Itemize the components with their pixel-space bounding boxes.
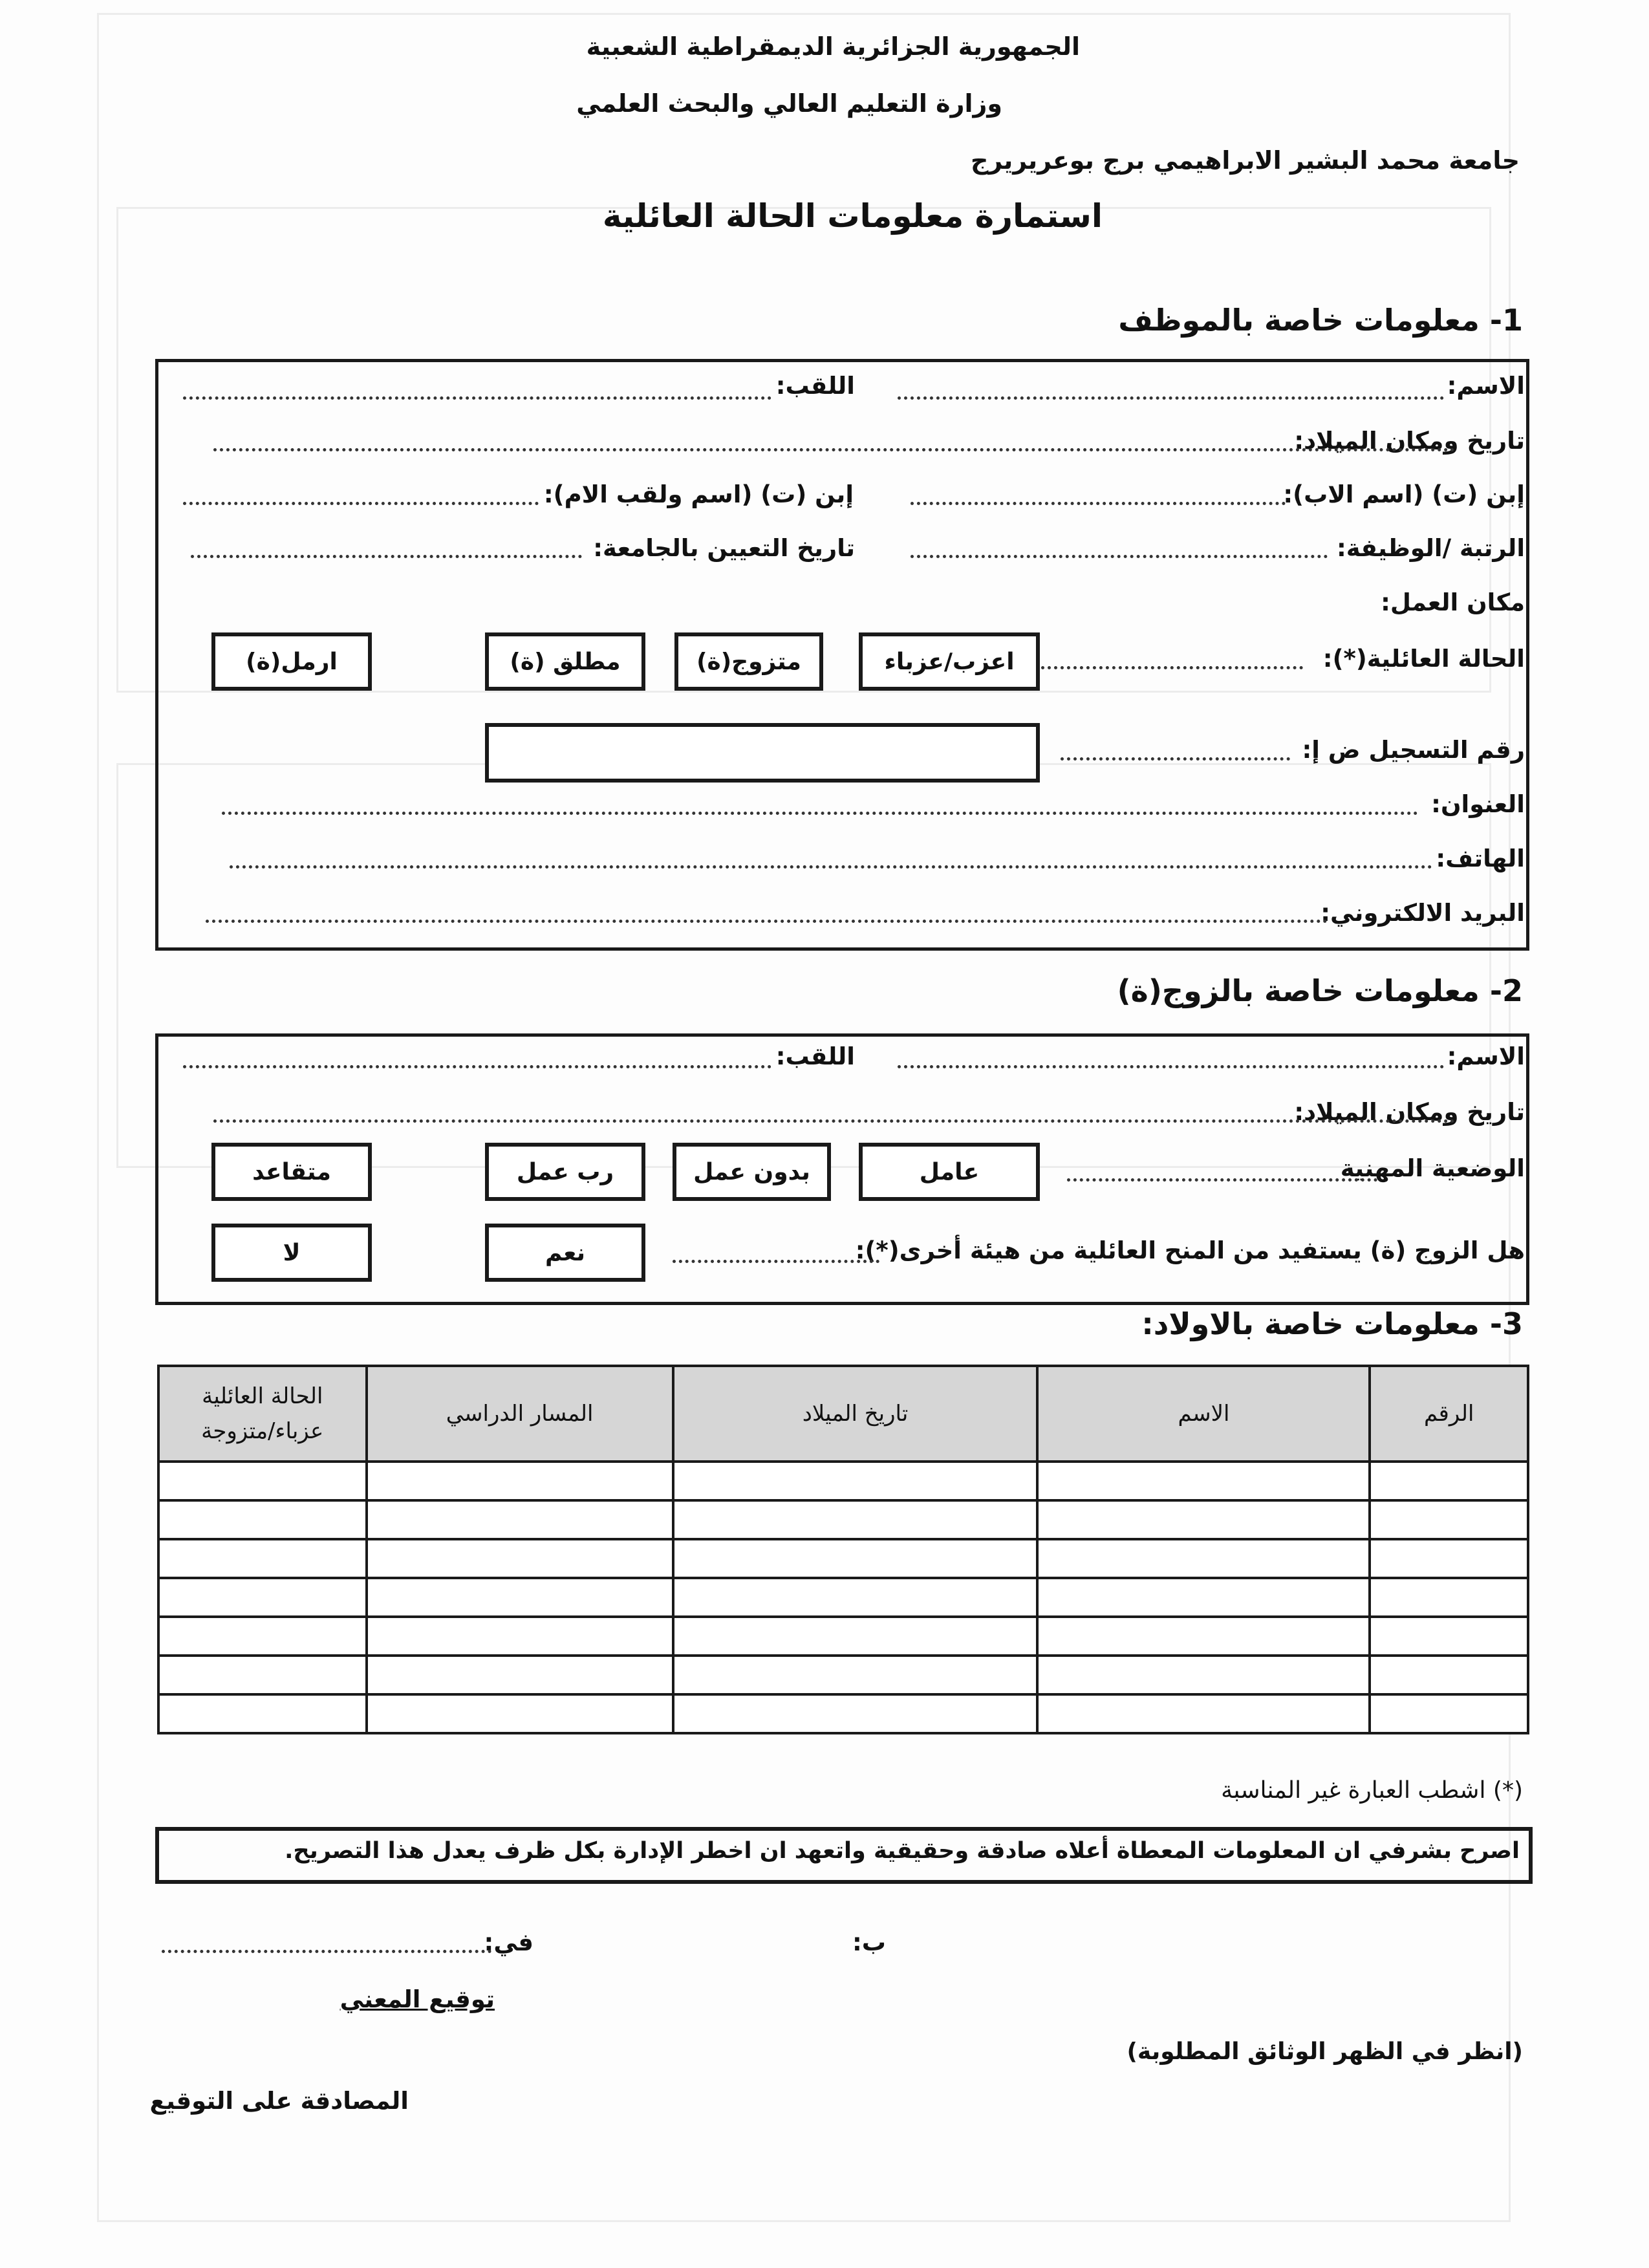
option-no[interactable]: لا — [211, 1224, 372, 1282]
children-table-cell[interactable] — [1037, 1578, 1370, 1617]
email-label: البريد الالكتروني: — [1320, 899, 1525, 927]
children-table-row — [158, 1539, 1528, 1578]
children-table-row — [158, 1500, 1528, 1539]
children-table — [157, 1365, 1529, 1734]
children-table-cell[interactable] — [367, 1656, 673, 1694]
children-table-cell[interactable] — [673, 1500, 1038, 1539]
children-table-cell[interactable] — [1037, 1656, 1370, 1694]
surname-label: اللقب: — [775, 372, 855, 400]
marital-status-label: الحالة العائلية(*): — [1322, 645, 1525, 673]
other-grant-question: هل الزوج (ة) يستفيد من المنح العائلية من هيئة أخرى(*): — [855, 1237, 1525, 1264]
rank-field[interactable] — [911, 555, 1328, 558]
phone-field[interactable] — [230, 865, 1432, 869]
spouse-surname-label: اللقب: — [775, 1042, 855, 1070]
children-table-cell[interactable] — [1037, 1462, 1370, 1500]
social-security-input[interactable] — [485, 723, 1040, 783]
children-table-cell[interactable] — [1370, 1500, 1528, 1539]
children-table-cell[interactable] — [1370, 1578, 1528, 1617]
option-business-owner[interactable]: رب عمل — [485, 1143, 645, 1201]
children-table-cell[interactable] — [673, 1539, 1038, 1578]
section2-title: 2- معلومات خاصة بالزوج(ة) — [1117, 973, 1523, 1008]
appointment-field[interactable] — [191, 555, 582, 558]
job-status-label: الوضعية المهنية — [1340, 1154, 1525, 1182]
mother-label: إبن (ت) (اسم ولقب الام): — [543, 481, 854, 508]
section1-title: 1- معلومات خاصة بالموظف — [1118, 303, 1523, 338]
option-widowed[interactable]: ارمل(ة) — [211, 632, 372, 691]
marital-status-dots — [1041, 666, 1303, 669]
children-table-cell[interactable] — [1037, 1617, 1370, 1656]
children-table-cell[interactable] — [158, 1500, 367, 1539]
children-table-cell[interactable] — [158, 1462, 367, 1500]
children-table-cell[interactable] — [673, 1694, 1038, 1733]
address-field[interactable] — [222, 812, 1418, 815]
children-table-cell[interactable] — [367, 1617, 673, 1656]
col-number: الرقم — [1370, 1366, 1528, 1462]
children-table-cell[interactable] — [367, 1578, 673, 1617]
phone-label: الهاتف: — [1436, 845, 1525, 872]
mother-field[interactable] — [183, 502, 539, 505]
form-title: استمارة معلومات الحالة العائلية — [602, 197, 1103, 235]
option-single[interactable]: اعزب/عزباء — [859, 632, 1040, 691]
name-field[interactable] — [898, 396, 1444, 400]
children-table-header — [158, 1366, 1528, 1462]
col-education: المسار الدراسي — [367, 1366, 673, 1462]
children-table-cell[interactable] — [158, 1617, 367, 1656]
certification-label: المصادقة على التوقيع — [149, 2087, 409, 2115]
children-table-cell[interactable] — [673, 1617, 1038, 1656]
date-field[interactable] — [162, 1950, 491, 1953]
spouse-surname-field[interactable] — [183, 1065, 771, 1068]
children-table-cell[interactable] — [367, 1500, 673, 1539]
birth-field[interactable] — [213, 448, 1455, 451]
children-table-cell[interactable] — [367, 1462, 673, 1500]
children-table-cell[interactable] — [1037, 1500, 1370, 1539]
children-table-cell[interactable] — [1370, 1462, 1528, 1500]
children-table-row — [158, 1578, 1528, 1617]
workplace-label: مكان العمل: — [1381, 589, 1525, 616]
children-table-cell[interactable] — [1037, 1539, 1370, 1578]
children-table-cell[interactable] — [158, 1694, 367, 1733]
col-marital-status — [158, 1366, 367, 1462]
father-label: إبن (ت) (اسم الاب): — [1283, 481, 1525, 508]
children-table-cell[interactable] — [367, 1539, 673, 1578]
children-table-cell[interactable] — [1370, 1539, 1528, 1578]
rank-label: الرتبة /الوظيفة: — [1336, 534, 1525, 562]
children-table-cell[interactable] — [673, 1656, 1038, 1694]
spouse-birth-field[interactable] — [213, 1119, 1455, 1123]
col-marital-status-line1: الحالة العائلية — [202, 1383, 323, 1409]
children-table-cell[interactable] — [158, 1656, 367, 1694]
children-table-cell[interactable] — [158, 1578, 367, 1617]
spouse-name-label: الاسم: — [1447, 1042, 1525, 1070]
job-status-dots — [1067, 1178, 1377, 1182]
spouse-birth-label: تاريخ ومكان الميلاد: — [1294, 1098, 1525, 1126]
section3-title: 3- معلومات خاصة بالاولاد: — [1141, 1306, 1523, 1341]
signature-label: توقيع المعني — [339, 1985, 495, 2013]
children-table-cell[interactable] — [367, 1694, 673, 1733]
option-unemployed[interactable]: بدون عمل — [673, 1143, 831, 1201]
children-table-body — [158, 1462, 1528, 1733]
address-label: العنوان: — [1431, 790, 1525, 818]
name-label: الاسم: — [1447, 372, 1525, 400]
col-birth-date: تاريخ الميلاد — [673, 1366, 1038, 1462]
email-field[interactable] — [206, 920, 1328, 923]
father-field[interactable] — [911, 502, 1286, 505]
children-table-cell[interactable] — [1370, 1617, 1528, 1656]
republic-heading: الجمهورية الجزائرية الديمقراطية الشعبية — [586, 32, 1080, 61]
declaration-text: اصرح بشرفي ان المعلومات المعطاة أعلاه صادقة وحقيقية واتعهد ان اخطر الإدارة بكل ظرف يعدل هذا التصريح. — [285, 1838, 1520, 1864]
children-table-row — [158, 1617, 1528, 1656]
option-yes[interactable]: نعم — [485, 1224, 645, 1282]
children-table-cell[interactable] — [1370, 1656, 1528, 1694]
children-table-row — [158, 1694, 1528, 1733]
children-table-row — [158, 1656, 1528, 1694]
appointment-label: تاريخ التعيين بالجامعة: — [593, 534, 855, 562]
children-table-cell[interactable] — [673, 1578, 1038, 1617]
children-table-cell[interactable] — [673, 1462, 1038, 1500]
col-name: الاسم — [1037, 1366, 1370, 1462]
place-label: ب: — [852, 1928, 886, 1956]
children-table-cell[interactable] — [1370, 1694, 1528, 1733]
university-heading: جامعة محمد البشير الابراهيمي برج بوعريريرج — [970, 146, 1520, 175]
spouse-name-field[interactable] — [898, 1065, 1444, 1068]
option-married[interactable]: متزوج(ة) — [674, 632, 823, 691]
social-security-label: رقم التسجيل ض إ: — [1302, 736, 1525, 764]
children-table-row — [158, 1462, 1528, 1500]
strike-note: (*) اشطب العبارة غير المناسبة — [1221, 1777, 1523, 1804]
ministry-heading: وزارة التعليم العالي والبحث العلمي — [576, 89, 1002, 118]
required-documents-note: (انظر في الظهر الوثائق المطلوبة) — [1126, 2038, 1523, 2065]
children-table-cell[interactable] — [1037, 1694, 1370, 1733]
col-marital-status-line2: عزباء/متزوجة — [201, 1418, 324, 1444]
children-table-cell[interactable] — [158, 1539, 367, 1578]
date-label: في: — [484, 1928, 534, 1956]
birth-label: تاريخ ومكان الميلاد: — [1294, 427, 1525, 455]
other-grant-dots — [673, 1260, 879, 1263]
social-security-dots — [1061, 757, 1290, 761]
option-retired[interactable]: متقاعد — [211, 1143, 372, 1201]
option-divorced[interactable]: مطلق (ة) — [485, 632, 645, 691]
option-employed[interactable]: عامل — [859, 1143, 1040, 1201]
surname-field[interactable] — [183, 396, 771, 400]
